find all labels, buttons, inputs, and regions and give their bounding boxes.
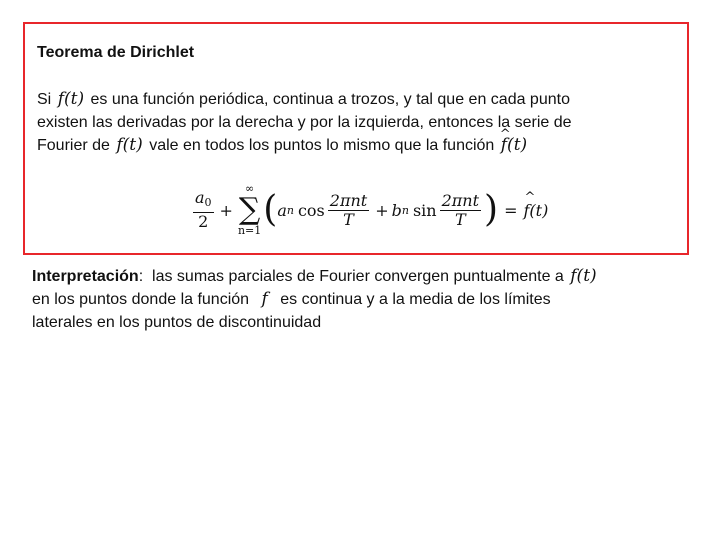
denominator-two: 2 — [198, 212, 209, 231]
math-f-hat-of-t: ^ f(t) — [523, 201, 548, 220]
interpretation-line-3: laterales en los puntos de discontinuidad — [32, 314, 322, 331]
sin-operator: sin — [412, 200, 437, 220]
math-f-of-t: f(t) — [570, 266, 597, 286]
dirichlet-formula — [190, 180, 548, 240]
statement-text: Fourier de — [37, 137, 110, 154]
equals-sign: = — [504, 200, 518, 220]
cos-argument — [328, 192, 369, 229]
statement-line-2: existen las derivadas por la derecha y por la izquierda, entonces la serie de — [37, 114, 572, 131]
a0-subscript: 0 — [204, 196, 212, 209]
math-f: f — [261, 289, 268, 309]
interpretation-line-1 — [32, 265, 702, 288]
sigma-symbol: ∑ — [238, 192, 261, 227]
sum-lower-limit: n=1 — [237, 224, 262, 237]
fraction-numerator: 2πnt — [329, 190, 368, 210]
summation — [238, 183, 261, 237]
left-paren: ( — [263, 189, 278, 230]
interpretation-colon: : — [138, 268, 144, 285]
fraction-denominator: T — [343, 209, 354, 229]
right-paren: ) — [484, 189, 499, 230]
plus-sign: + — [219, 200, 233, 220]
bn-symbol: b — [391, 200, 402, 220]
math-f-of-t: f(t) — [57, 89, 85, 109]
interpretation-label: Interpretación — [32, 268, 139, 285]
theorem-statement — [37, 88, 687, 157]
a0-symbol: a — [195, 188, 205, 207]
bn-subscript: n — [401, 203, 409, 217]
theorem-title: Teorema de Dirichlet — [37, 44, 195, 61]
statement-text: es una función periódica, continua a trozos, y tal que en cada punto — [90, 91, 570, 108]
an-subscript: n — [286, 203, 294, 217]
fraction-numerator: 2πnt — [441, 190, 480, 210]
statement-line-3 — [37, 134, 687, 157]
fraction-denominator: T — [454, 209, 466, 229]
statement-text: vale en todos los puntos lo mismo que la función — [149, 137, 495, 154]
a0-over-2 — [193, 189, 214, 231]
interpretation-line-2 — [32, 288, 702, 311]
plus-sign: + — [375, 200, 389, 220]
interpretation — [32, 265, 702, 334]
sum-upper-limit: ∞ — [245, 182, 255, 195]
math-f-hat-of-t: ^ f(t) — [499, 134, 529, 157]
cos-operator: cos — [297, 200, 325, 220]
interpretation-text: en los puntos donde la función — [32, 291, 250, 308]
interpretation-text: es continua y a la media de los límites — [280, 291, 551, 308]
sin-argument — [440, 192, 481, 229]
statement-line-1 — [37, 88, 687, 111]
math-f-of-t: f(t) — [116, 135, 143, 155]
statement-text: Si — [37, 91, 52, 108]
an-symbol: a — [277, 200, 287, 220]
interpretation-text: las sumas parciales de Fourier convergen puntualmente a — [152, 268, 564, 285]
